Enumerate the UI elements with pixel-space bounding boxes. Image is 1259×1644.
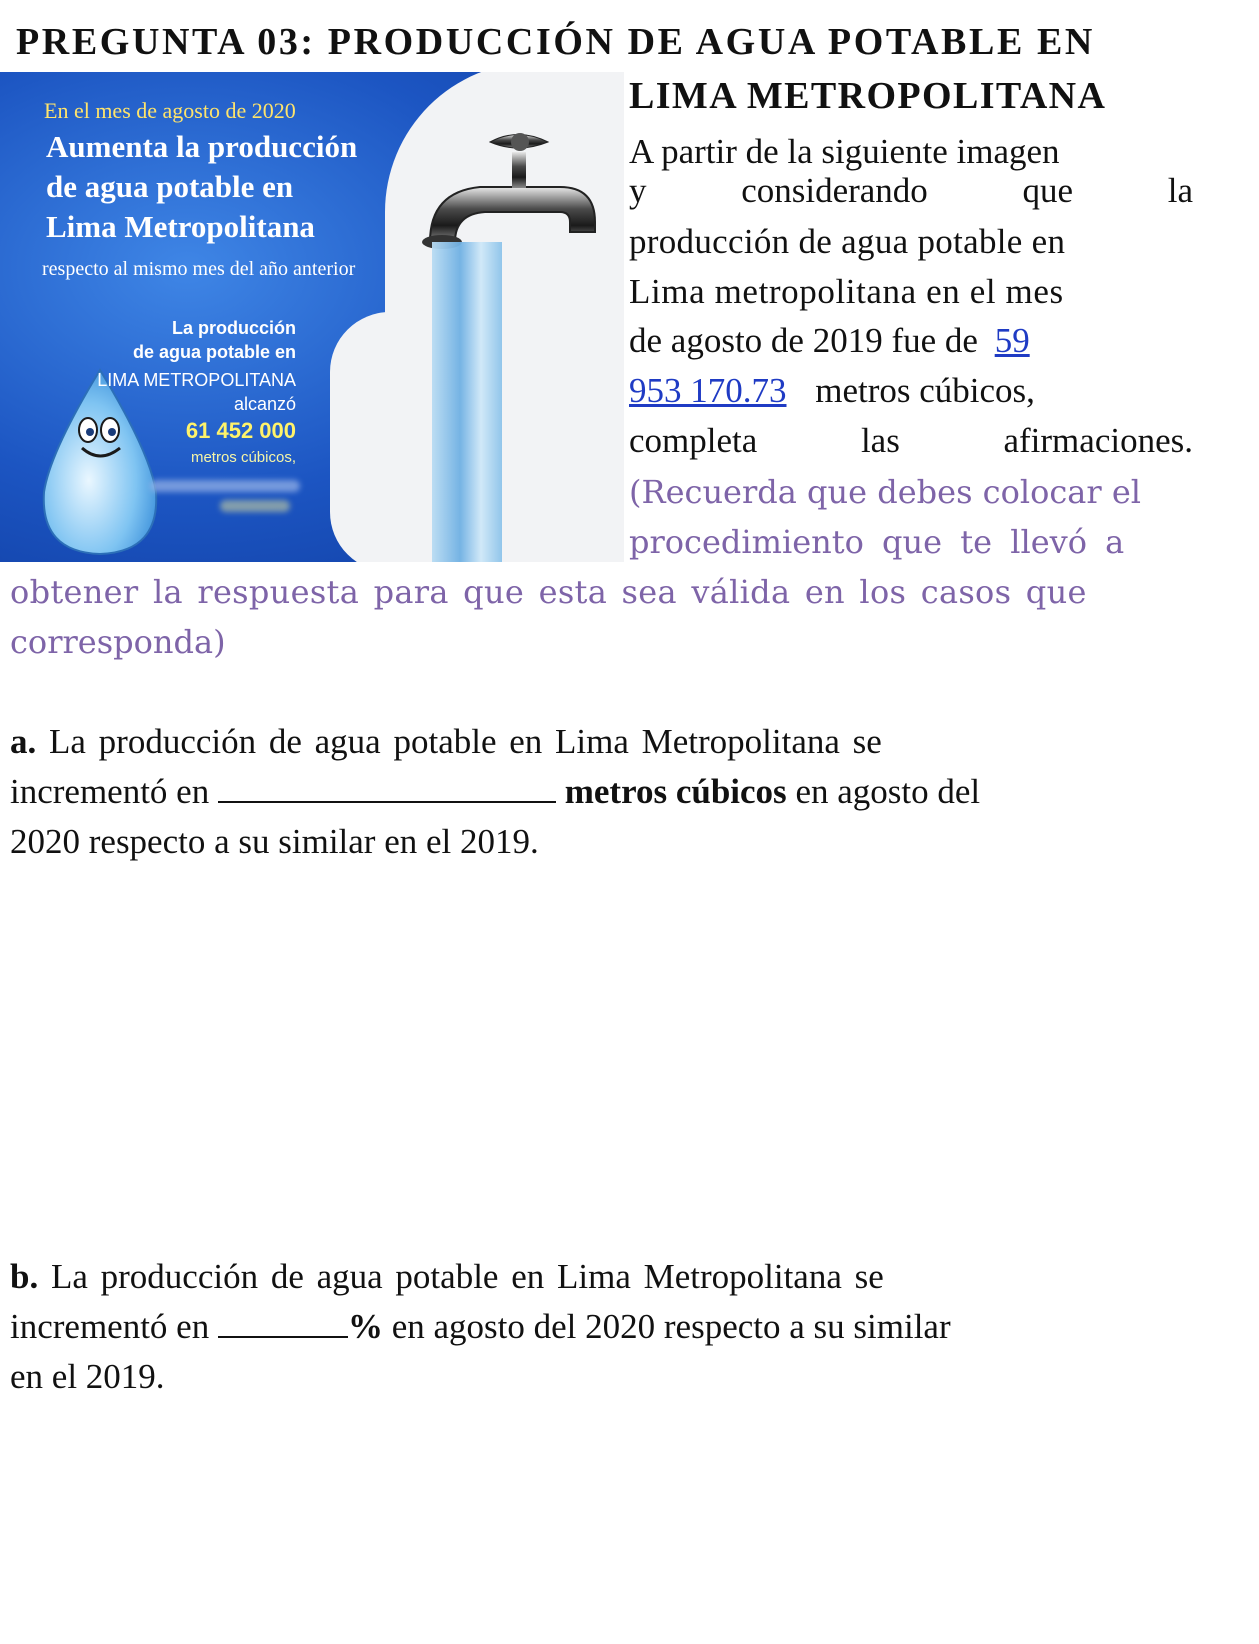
production-2019-link[interactable]: 953 170.73 (629, 371, 787, 410)
intro-line (629, 316, 1193, 366)
question-b-letter: b. (10, 1257, 39, 1296)
intro-line: A partir de la siguiente imagen (629, 132, 1060, 171)
infographic-stat-line: alcanzó (233, 394, 296, 414)
water-stream (432, 242, 502, 562)
infographic-headline-line: de agua potable en (46, 169, 294, 204)
question-b-line: en el 2019. (10, 1357, 165, 1396)
question-a-line: 2020 respecto a su similar en el 2019. (10, 822, 539, 861)
question-a-unit: metros cúbicos (564, 772, 787, 811)
question-b-line (10, 1252, 1194, 1302)
question-b-unit: % (347, 1307, 383, 1346)
question-a-text: incrementó en (10, 772, 210, 811)
question-b-text: La producción de agua potable en Lima Metropolitana se (38, 1257, 884, 1296)
question-a-text: La producción de agua potable en Lima Metropolitana se (36, 722, 882, 761)
infographic-production-value: 61 452 000 (185, 418, 296, 443)
intro-line (629, 416, 1193, 466)
infographic-stat-line: La producción (171, 318, 296, 338)
intro-word: afirmaciones. (1003, 421, 1193, 460)
question-b-line (10, 1302, 1194, 1352)
question-b-text: en agosto del 2020 respecto a su similar (382, 1307, 951, 1346)
note-line: procedimiento que te llevó a (629, 523, 1125, 561)
question-subtitle: LIMA METROPOLITANA (629, 75, 1107, 117)
note-line: corresponda) (10, 623, 226, 661)
intro-word: completa (629, 421, 758, 460)
infographic-stat-line: LIMA METROPOLITANA (97, 370, 296, 390)
intro-word: y (629, 171, 647, 210)
intro-text: metros cúbicos, (806, 371, 1035, 410)
blurred-text (220, 500, 290, 512)
intro-word: las (860, 421, 900, 460)
question-a-line (10, 717, 1194, 767)
infographic-headline-line: Aumenta la producción (46, 129, 358, 164)
blurred-text (150, 480, 300, 492)
infographic-stat-line: de agua potable en (132, 342, 296, 362)
question-b-text: incrementó en (10, 1307, 210, 1346)
infographic-stat-unit: metros cúbicos, (190, 449, 296, 466)
water-drop-mascot-icon (30, 362, 170, 562)
answer-b-blank[interactable] (218, 1306, 348, 1338)
question-a-letter: a. (10, 722, 37, 761)
intro-word: considerando (741, 171, 928, 210)
infographic-comparison-note: respecto al mismo mes del año anterior (42, 258, 356, 280)
question-a-line (10, 767, 1194, 817)
infographic-headline-line: Lima Metropolitana (46, 209, 315, 244)
intro-line: Lima metropolitana en el mes (629, 272, 1064, 311)
intro-word: que (1022, 171, 1074, 210)
note-line: obtener la respuesta para que esta sea válida en los casos que (10, 573, 1087, 611)
intro-line (629, 166, 1193, 216)
intro-text: de agosto de 2019 fue de (629, 321, 987, 360)
question-a-text: en agosto del (786, 772, 981, 811)
question-title: PREGUNTA 03: PRODUCCIÓN DE AGUA POTABLE EN (16, 21, 1095, 63)
intro-line (629, 366, 1193, 416)
production-2019-link[interactable]: 59 (994, 321, 1030, 360)
intro-line: producción de agua potable en (629, 222, 1066, 261)
note-line: (Recuerda que debes colocar el (629, 473, 1141, 511)
intro-word: la (1167, 171, 1193, 210)
answer-a-blank[interactable] (218, 771, 556, 803)
infographic-date: En el mes de agosto de 2020 (44, 98, 296, 123)
infographic-image (0, 72, 624, 562)
